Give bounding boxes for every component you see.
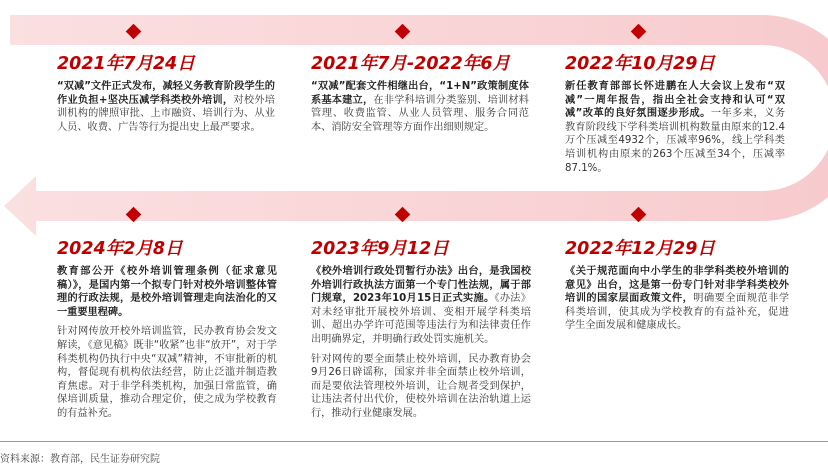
timeline-body-4: 针对网传放开校外培训监管，民办教育协会发文解读，《意见稿》既非“收紧”也非“放开”，对于学科类机构仍执行中央“双减”精神，不审批新的机构，督促现有机构依法经营，防止泛滥并制造教育焦虑。对于非学科类机构，加强日常监管，确保培训质量，推动合理定价，使之成为学校教育的有益补充。	[57, 326, 277, 419]
timeline-date-3: 2022年10月29日	[565, 54, 715, 74]
timeline-bold-1: “双减”文件正式发布，减轻义务教育阶段学生的作业负担+坚决压减学科类校外培训，	[57, 81, 275, 106]
timeline-date-5: 2023年9月12日	[311, 239, 449, 259]
timeline-text-2	[311, 80, 529, 134]
footer-divider	[0, 441, 828, 442]
timeline-body-3: 一年多来，义务教育阶段线下学科类培训机构数量由原来的12.4万个压减至4932个，压减率96%，线上学科类培训机构由原来的263个压减至34个，压减率87.1%。	[565, 108, 786, 174]
timeline-bold-5: 《校外培训行政处罚暂行办法》出台，是我国校外培训行政执法方面第一个专门性法规，属于部门规章，2023年10月15日正式实施。	[311, 266, 531, 305]
source-note: 资料来源：教育部，民生证券研究院	[0, 454, 160, 465]
timeline-body-6: 明确要全面规范非学科类培训，使其成为学校教育的有益补充，促进学生全面发展和健康成长。	[565, 293, 790, 332]
timeline-bold-4: 教育部公开《校外培训管理条例（征求意见稿）》，是国内第一个拟专门针对校外培训整体管理的行政法规，是校外培训管理走向法治化的又一重要里程碑。	[57, 266, 277, 318]
timeline-text-3	[565, 80, 785, 175]
timeline-bold-2: “双减”配套文件相继出台，“1+N”政策制度体系基本建立，	[311, 81, 529, 106]
timeline-text-6	[565, 265, 789, 333]
timeline-text-4	[57, 265, 277, 421]
timeline-bold-3: 新任教育部部长怀进鹏在人大会议上发布“双减”一周年报告，指出全社会支持和认可“双减”改革的良好氛围逐步形成。	[565, 81, 785, 120]
timeline-date-4: 2024年2月8日	[57, 239, 183, 259]
timeline-bold-6: 《关于规范面向中小学生的非学科类校外培训的意见》出台，这是第一份专门针对非学科类校外培训的国家层面政策文件，	[565, 266, 789, 305]
timeline-body-1: 对校外培训机构的牌照审批、上市融资、培训行为、从业人员、收费、广告等行为提出史上最严要求。	[57, 94, 275, 133]
timeline-text-5	[311, 265, 531, 421]
timeline-body-5: 《办法》对未经审批开展校外培训、变相开展学科类培训、超出办学许可范围等违法行为和法律责任作出明确界定，并明确行政处罚实施机关。	[311, 293, 531, 345]
timeline-date-2: 2021年7月-2022年6月	[311, 54, 511, 74]
timeline-text-1	[57, 80, 275, 134]
timeline-date-1: 2021年7月24日	[57, 54, 195, 74]
timeline-body2-5: 针对网传的要全面禁止校外培训，民办教育协会9月26日辟谣称，国家并非全面禁止校外培训，而是要依法管理校外培训，让合规者受到保护，让违法者付出代价，使校外培训在法治轨道上运行，推动行业健康发展。	[311, 353, 531, 419]
timeline-body-2: 在非学科培训分类鉴别、培训材料管理、收费监管、从业人员管理、服务合同范本、消防安全管理等方面作出细则规定。	[311, 94, 529, 133]
timeline-date-6: 2022年12月29日	[565, 239, 715, 259]
